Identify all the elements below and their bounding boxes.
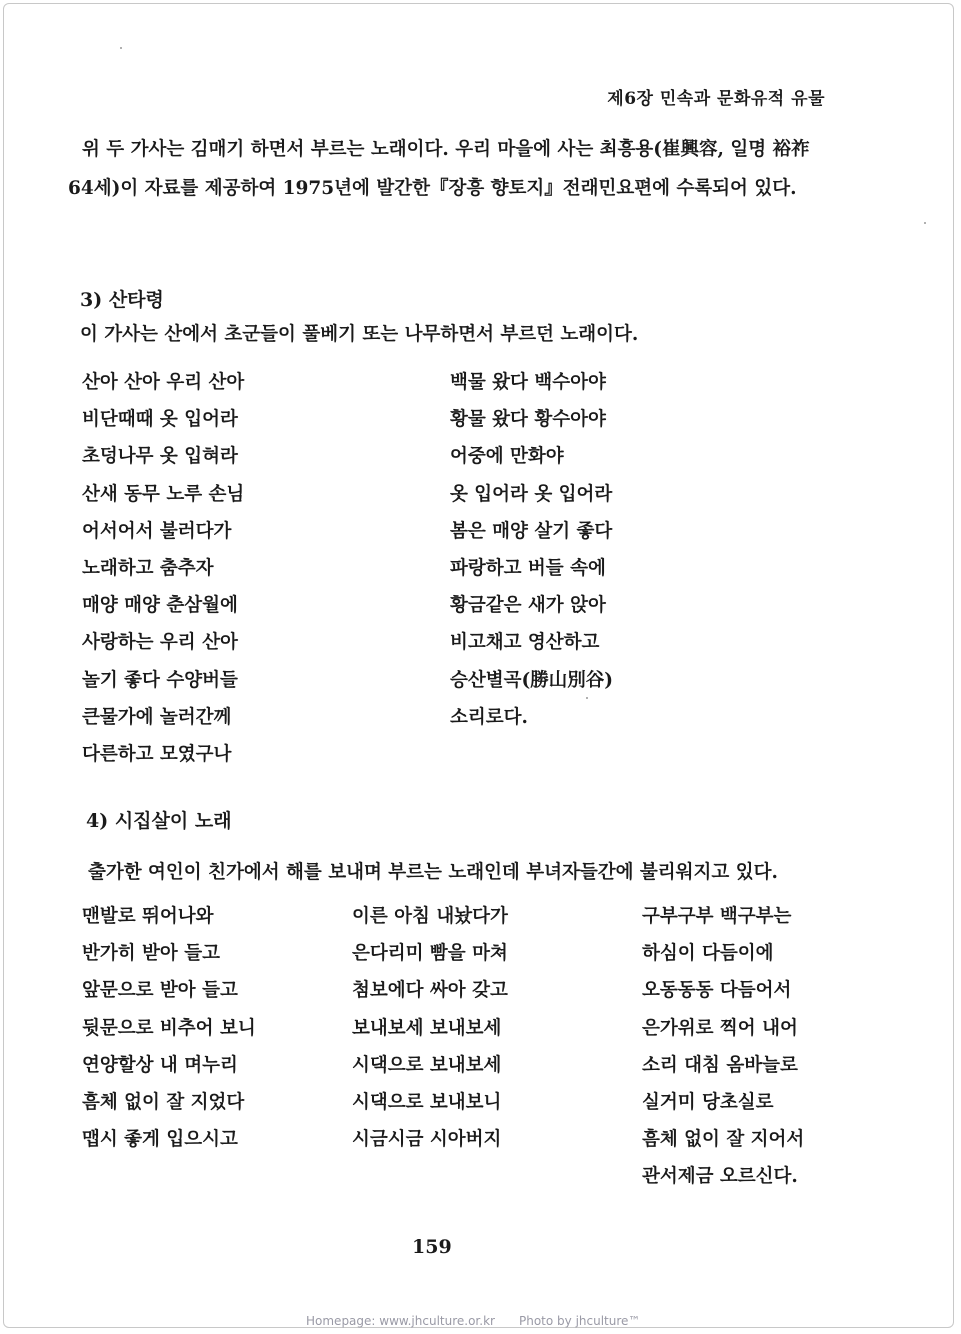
lyric-line: 비단때때 옷 입어라 <box>82 409 238 431</box>
lyric-line: 관서제금 오르신다. <box>642 1166 798 1188</box>
lyric-line: 이른 아침 내놨다가 <box>352 906 508 927</box>
lyric-line: 맵시 좋게 입으시고 <box>82 1129 238 1151</box>
section-3-right-column <box>450 364 613 736</box>
section-4-column-3 <box>642 898 804 1196</box>
lyric-line: 시댁으로 보내보니 <box>352 1091 502 1113</box>
scan-speck <box>120 47 122 49</box>
lyric-line: 흠체 없이 잘 지어서 <box>642 1129 805 1151</box>
lyric-line: 뒷문으로 비추어 보니 <box>82 1017 256 1039</box>
lyric-line: 봄은 매양 살기 좋다 <box>450 520 613 542</box>
lyric-line: 산아 산아 우리 산아 <box>82 372 245 393</box>
lyric-line: 시금시금 시아버지 <box>352 1129 502 1151</box>
lyric-line: 보내보세 보내보세 <box>352 1017 502 1039</box>
scan-speck <box>586 697 588 699</box>
section-4-column-1 <box>82 898 256 1158</box>
lyric-line: 은가위로 찍어 내어 <box>642 1017 798 1039</box>
lyric-line: 시댁으로 보내보세 <box>352 1054 502 1076</box>
lyric-line: 어서어서 불러다가 <box>82 520 232 542</box>
lyric-line: 맨발로 뛰어나와 <box>82 906 214 927</box>
lyric-line: 매양 매양 춘삼월에 <box>82 595 238 617</box>
lyric-line: 오동동동 다듬어서 <box>642 980 792 1002</box>
lyric-line: 황금같은 새가 앉아 <box>450 595 606 617</box>
section-3-left-column <box>82 364 244 773</box>
chapter-header: 제6장 민속과 문화유적 유물 <box>607 89 825 109</box>
intro-paragraph <box>68 130 838 208</box>
section-3-description: 이 가사는 산에서 초군들이 풀베기 또는 나무하면서 부르던 노래이다. <box>80 324 639 345</box>
lyric-line: 반가히 받아 들고 <box>82 943 220 965</box>
lyric-line: 흠체 없이 잘 지었다 <box>82 1091 245 1113</box>
section-4-column-2 <box>352 898 508 1158</box>
section-3-title: 3) 산타령 <box>80 289 164 311</box>
intro-text: 위 두 가사는 김매기 하면서 부르는 노래이다. 우리 마을에 사는 최흥용(崔興容, 일명 裕祚 64세)이 자료를 제공하여 1975년에 발간한『장흥 향토지』전래민요편에 수록되어 있다. <box>68 139 810 199</box>
lyric-line: 사랑하는 우리 산아 <box>82 632 238 654</box>
footer-homepage: Homepage: www.jhculture.or.kr <box>306 1314 495 1328</box>
lyric-line: 파랑하고 버들 속에 <box>450 557 606 579</box>
lyric-line: 하심이 다듬이에 <box>642 943 774 965</box>
lyric-line: 앞문으로 받아 들고 <box>82 980 238 1002</box>
section-4-title: 4) 시집살이 노래 <box>86 810 232 832</box>
section-4-description: 출가한 여인이 친가에서 해를 보내며 부르는 노래인데 부녀자들간에 불리워지고 있다. <box>88 862 778 883</box>
lyric-line: 연양할상 내 며누리 <box>82 1054 238 1076</box>
lyric-line: 승산별곡(勝山別谷) <box>450 669 613 691</box>
scan-speck <box>924 222 926 224</box>
lyric-line: 놀기 좋다 수양버들 <box>82 669 238 691</box>
lyric-line: 백물 왔다 백수아야 <box>450 372 606 393</box>
lyric-line: 큰물가에 놀러간께 <box>82 706 232 728</box>
footer-photo-credit: Photo by jhculture™ <box>519 1314 641 1328</box>
lyric-line: 실거미 당초실로 <box>642 1091 774 1113</box>
lyric-line: 소리 대침 옴바늘로 <box>642 1054 798 1076</box>
lyric-line: 옷 입어라 옷 입어라 <box>450 483 613 505</box>
lyric-line: 비고채고 영산하고 <box>450 632 600 654</box>
lyric-line: 황물 왔다 황수아야 <box>450 409 606 431</box>
lyric-line: 소리로다. <box>450 706 528 728</box>
lyric-line: 어중에 만화야 <box>450 446 564 468</box>
lyric-line: 초덩나무 옷 입혀라 <box>82 446 238 468</box>
lyric-line: 산새 동무 노루 손님 <box>82 483 245 505</box>
lyric-line: 첨보에다 싸아 갖고 <box>352 980 508 1002</box>
lyric-line: 노래하고 춤추자 <box>82 557 214 579</box>
lyric-line: 다른하고 모였구나 <box>82 743 232 765</box>
page-number: 159 <box>412 1236 452 1258</box>
lyric-line: 은다리미 빰을 마쳐 <box>352 943 508 965</box>
lyric-line: 구부구부 백구부는 <box>642 906 792 927</box>
